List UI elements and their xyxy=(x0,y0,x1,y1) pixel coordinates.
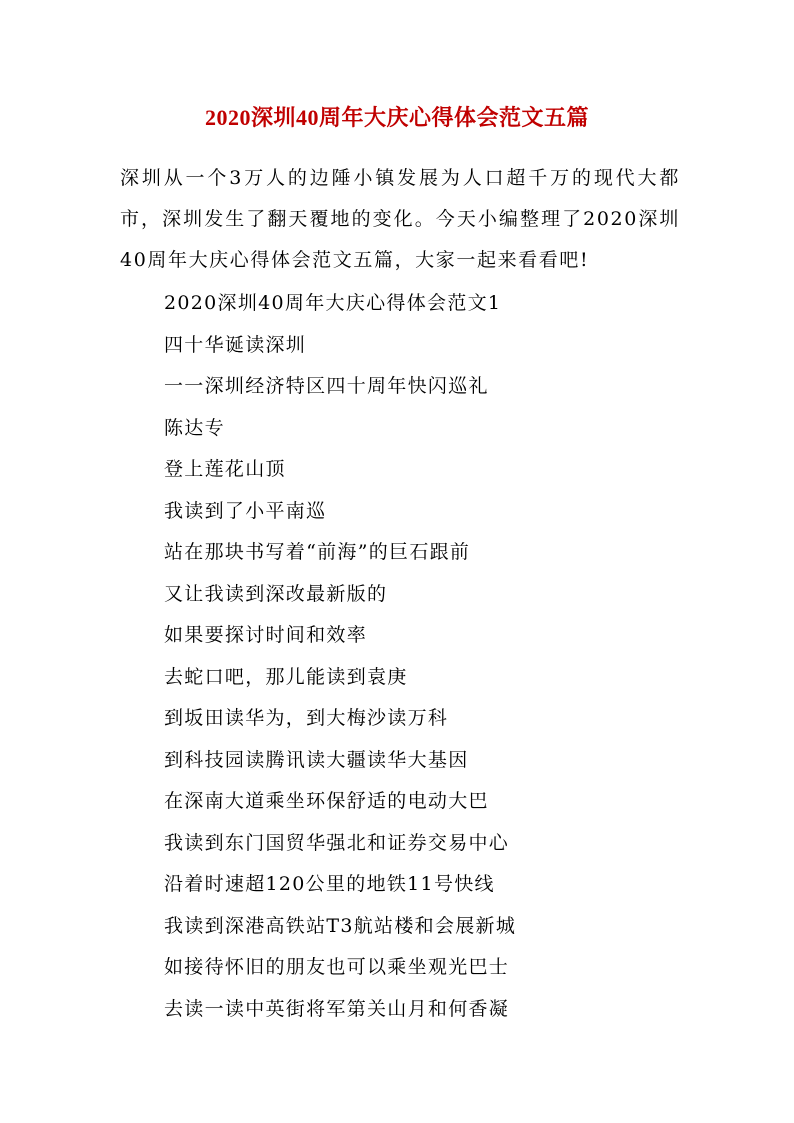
text-line: 四十华诞读深圳 xyxy=(164,333,307,356)
text-line: 陈达专 xyxy=(164,416,225,439)
text-line: 如接待怀旧的朋友也可以乘坐观光巴士 xyxy=(164,956,510,978)
text-line: 登上莲花山顶 xyxy=(164,458,286,480)
text-line: 到坂田读华为，到大梅沙读万科 xyxy=(164,707,449,729)
text-line: 我读到了小平南巡 xyxy=(164,499,327,522)
text-line: 如果要探讨时间和效率 xyxy=(164,624,368,646)
text-line: 又让我读到深改最新版的 xyxy=(164,582,388,605)
text-line: 沿着时速超120公里的地铁11号快线 xyxy=(164,873,495,895)
text-line: 我读到东门国贸华强北和证券交易中心 xyxy=(164,831,510,854)
poem-lines xyxy=(164,283,684,1030)
text-line: 一一深圳经济特区四十周年快闪巡礼 xyxy=(164,375,489,397)
text-line: 去读一读中英街将军第关山月和何香凝 xyxy=(164,997,510,1020)
text-line: 去蛇口吧，那儿能读到袁庚 xyxy=(164,665,408,688)
text-line: 到科技园读腾讯读大疆读华大基因 xyxy=(164,748,469,771)
text-line: 我读到深港高铁站T3航站楼和会展新城 xyxy=(164,914,517,937)
text-line: 2020深圳40周年大庆心得体会范文1 xyxy=(164,292,502,314)
intro-paragraph: 深圳从一个3万人的边陲小镇发展为人口超千万的现代大都市，深圳发生了翻天覆地的变化。今天小编整理了2020深圳40周年大庆心得体会范文五篇，大家一起来看看吧! xyxy=(120,167,680,271)
text-line: 站在那块书写着“前海”的巨石跟前 xyxy=(164,541,471,563)
text-line: 在深南大道乘坐环保舒适的电动大巴 xyxy=(164,790,489,812)
document-title: 2020深圳40周年大庆心得体会范文五篇 xyxy=(204,105,589,130)
